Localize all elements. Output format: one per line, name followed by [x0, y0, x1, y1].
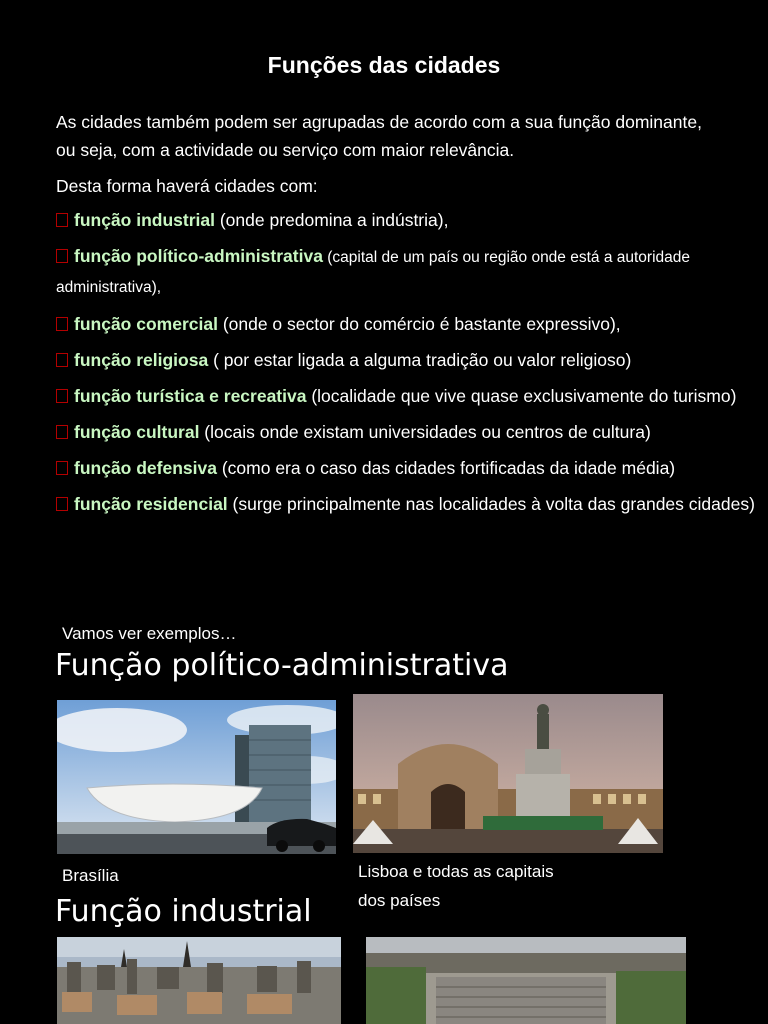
function-desc: ( por estar ligada a alguma tradição ou valor religioso)	[208, 350, 632, 370]
function-name: função turística e recreativa	[74, 386, 307, 406]
function-name: função comercial	[74, 314, 218, 334]
list-item	[56, 418, 756, 446]
bullet-icon	[56, 389, 68, 403]
bullet-icon	[56, 249, 68, 263]
function-name: função industrial	[74, 210, 215, 230]
intro-paragraph: As cidades também podem ser agrupadas de acordo com a sua função dominante, ou seja, com a actividade ou serviço com maior relevância.	[56, 112, 702, 160]
function-desc: (localidade que vive quase exclusivamente do turismo)	[306, 386, 737, 406]
bullet-icon	[56, 461, 68, 475]
function-desc: (locais onde existam universidades ou centros de cultura)	[199, 422, 651, 442]
list-item	[56, 346, 756, 374]
bullet-icon	[56, 425, 68, 439]
bullet-icon	[56, 213, 68, 227]
list-item	[56, 382, 756, 410]
function-desc: (onde o sector do comércio é bastante expressivo),	[217, 314, 621, 334]
examples-intro: Vamos ver exemplos…	[62, 624, 237, 643]
functions-list	[56, 206, 756, 526]
industrial-city-photo-1	[57, 937, 341, 1024]
section-heading-political: Função político-administrativa	[55, 648, 509, 683]
lisboa-photo	[353, 694, 663, 853]
bullet-icon	[56, 317, 68, 331]
industrial-city-photo-2	[366, 937, 686, 1024]
function-name: função residencial	[74, 494, 228, 514]
function-name: função religiosa	[74, 350, 209, 370]
function-name: função político-administrativa	[74, 246, 323, 266]
list-item	[56, 310, 756, 338]
list-item	[56, 242, 756, 302]
brasilia-caption: Brasília	[62, 866, 119, 885]
brasilia-photo	[57, 700, 336, 854]
function-desc: (onde predomina a indústria),	[214, 210, 449, 230]
section-heading-industrial: Função industrial	[55, 894, 312, 929]
list-item	[56, 454, 756, 482]
bullet-icon	[56, 353, 68, 367]
function-desc: (capital de um país ou região onde está a autoridade administrativa),	[56, 249, 691, 296]
lead-text: Desta forma haverá cidades com:	[56, 176, 318, 196]
bullet-icon	[56, 497, 68, 511]
function-desc: (como era o caso das cidades fortificadas da idade média)	[216, 458, 676, 478]
page-title: Funções das cidades	[267, 52, 501, 78]
function-name: função defensiva	[74, 458, 217, 478]
lisboa-caption: Lisboa e todas as capitais dos países	[358, 862, 554, 910]
list-item	[56, 490, 756, 518]
function-name: função cultural	[74, 422, 200, 442]
list-item	[56, 206, 756, 234]
function-desc: (surge principalmente nas localidades à volta das grandes cidades)	[227, 494, 755, 514]
